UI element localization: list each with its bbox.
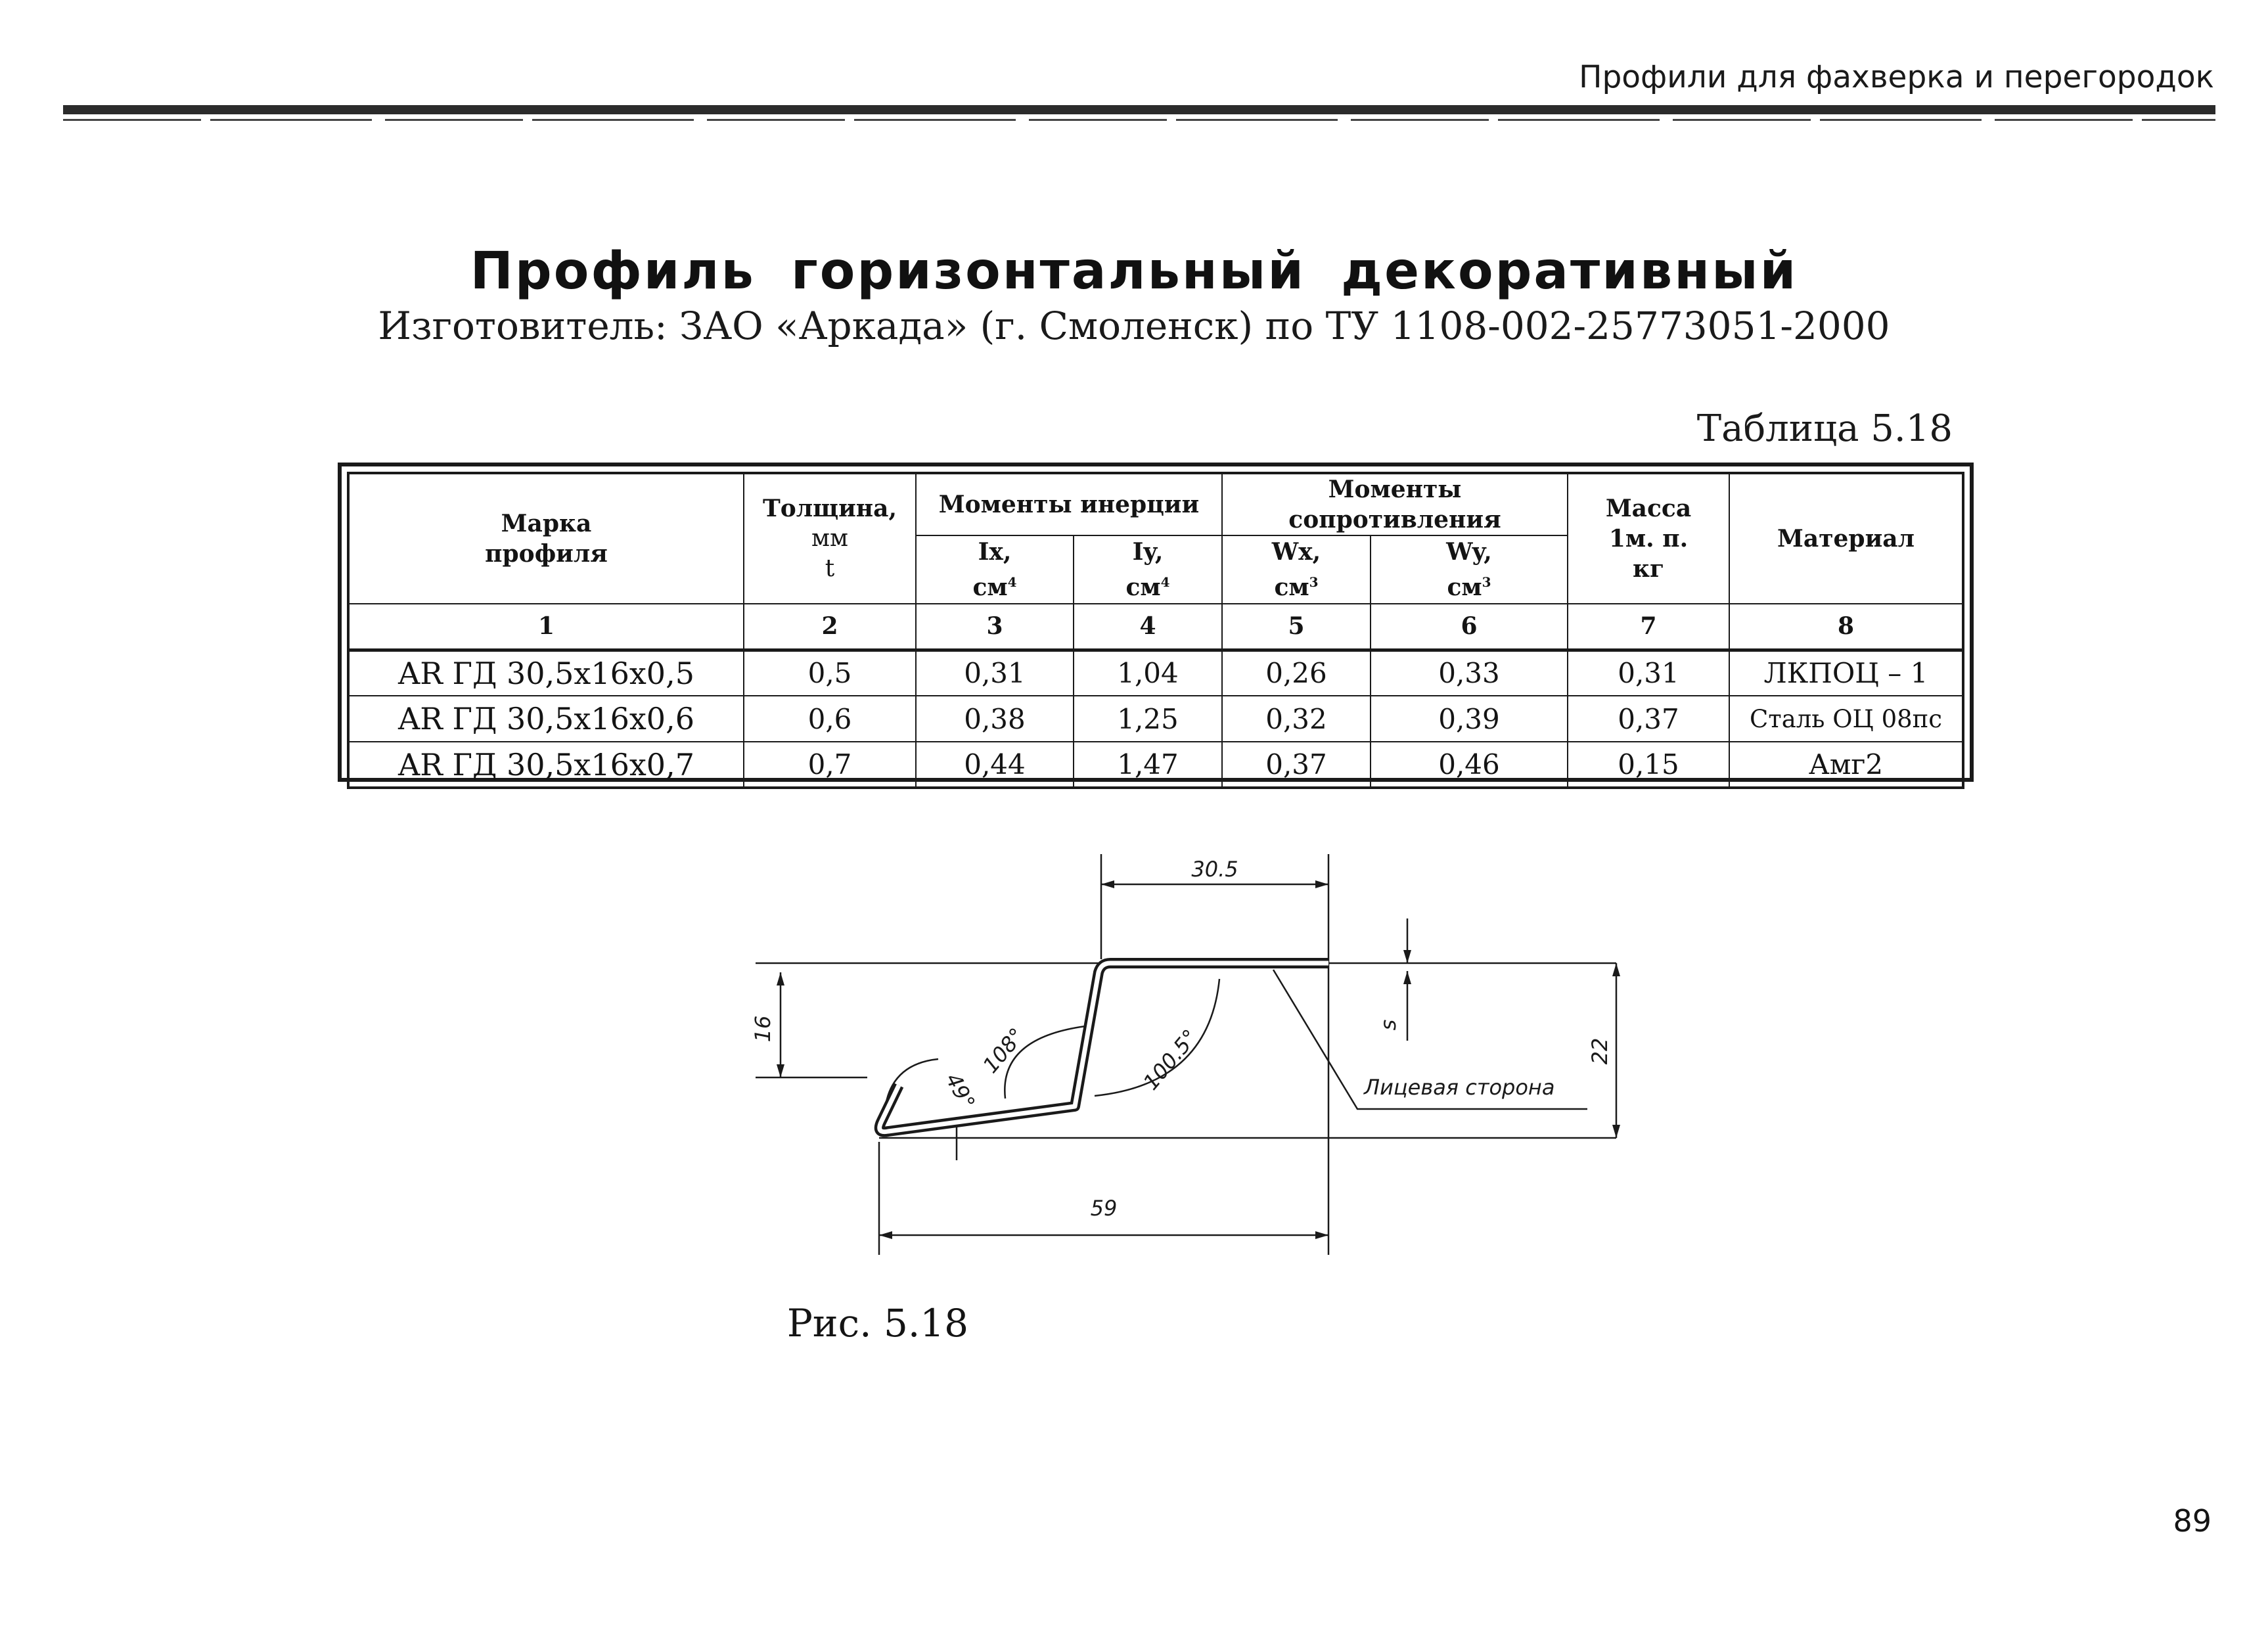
cell-thickness: 0,5 — [744, 650, 916, 696]
angle-label-100-5: 100.5° — [1138, 1024, 1203, 1095]
cell-wx: 0,37 — [1222, 742, 1371, 788]
arrow-head — [777, 972, 784, 985]
table-row — [348, 650, 1963, 696]
face-label: Лицевая сторона — [1364, 1075, 1555, 1100]
profile-drawing — [723, 848, 1656, 1268]
properties-table — [347, 472, 1964, 789]
table-row — [348, 742, 1963, 788]
figure-caption: Рис. 5.18 — [786, 1301, 969, 1346]
table-frame — [338, 463, 1974, 782]
column-number: 8 — [1729, 604, 1963, 650]
cell-mass: 0,31 — [1568, 650, 1729, 696]
cell-wx: 0,32 — [1222, 696, 1371, 742]
cell-mass: 0,15 — [1568, 742, 1729, 788]
arrow-head — [879, 1231, 892, 1239]
column-number: 3 — [916, 604, 1074, 650]
header-rule-thin — [63, 119, 2215, 121]
column-number: 6 — [1371, 604, 1568, 650]
cell-wx: 0,26 — [1222, 650, 1371, 696]
arrow-head — [1612, 963, 1620, 976]
cell-mass: 0,37 — [1568, 696, 1729, 742]
dim-label-s: s — [1376, 1019, 1401, 1031]
page-subtitle: Изготовитель: ЗАО «Аркада» (г. Смоленск) по ТУ 1108-002-25773051-2000 — [378, 304, 1890, 348]
header-wy: Wy, $см^3$ — [1371, 535, 1568, 604]
column-number: 7 — [1568, 604, 1729, 650]
table-row — [348, 696, 1963, 742]
header-inertia-group: Моменты инерции — [916, 473, 1222, 535]
header-iy: Iy, $см^4$ — [1074, 535, 1222, 604]
column-number: 4 — [1074, 604, 1222, 650]
cell-ix: 0,44 — [916, 742, 1074, 788]
cell-thickness: 0,6 — [744, 696, 916, 742]
cell-wy: 0,39 — [1371, 696, 1568, 742]
header-wx: Wx, $см^3$ — [1222, 535, 1371, 604]
dim-label-16: 16 — [750, 1015, 775, 1043]
dim-label-59: 59 — [1090, 1196, 1118, 1221]
cell-mark: AR ГД 30,5x16x0,7 — [348, 742, 744, 788]
arrow-head — [1612, 1125, 1620, 1138]
profile-outline — [880, 963, 1328, 1132]
cell-iy: 1,47 — [1074, 742, 1222, 788]
header-rule — [63, 105, 2215, 114]
cell-material: Сталь ОЦ 08пс — [1729, 696, 1963, 742]
cell-wy: 0,33 — [1371, 650, 1568, 696]
cell-material: Амг2 — [1729, 742, 1963, 788]
header-mark: Марка профиля — [348, 473, 744, 604]
angle-label-49: 49° — [940, 1068, 980, 1114]
page-number: 89 — [2173, 1503, 2211, 1539]
running-title: Профили для фахверка и перегородок — [1579, 59, 2214, 95]
table-caption: Таблица 5.18 — [1696, 407, 1953, 450]
cell-iy: 1,25 — [1074, 696, 1222, 742]
arrow-head — [777, 1064, 784, 1077]
profile-sheet — [880, 963, 1328, 1132]
header-thickness: Толщина, мм t — [744, 473, 916, 604]
column-number: 5 — [1222, 604, 1371, 650]
arrow-head — [1315, 880, 1328, 888]
cell-mark: AR ГД 30,5x16x0,5 — [348, 650, 744, 696]
cell-thickness: 0,7 — [744, 742, 916, 788]
cell-wy: 0,46 — [1371, 742, 1568, 788]
column-number: 2 — [744, 604, 916, 650]
column-number: 1 — [348, 604, 744, 650]
cell-mark: AR ГД 30,5x16x0,6 — [348, 696, 744, 742]
cell-material: ЛКПОЦ – 1 — [1729, 650, 1963, 696]
arrow-head — [1403, 971, 1411, 984]
profile-sheet-inner — [880, 963, 1328, 1132]
arrow-head — [1101, 880, 1114, 888]
cell-ix: 0,31 — [916, 650, 1074, 696]
arrow-head — [1315, 1231, 1328, 1239]
header-ix: Ix, $см^4$ — [916, 535, 1074, 604]
header-material: Материал — [1729, 473, 1963, 604]
column-number-row — [348, 604, 1963, 650]
header-mass: Масса 1м. п. кг — [1568, 473, 1729, 604]
dim-label-22: 22 — [1587, 1037, 1612, 1065]
header-resistance-group: Моменты сопротивления — [1222, 473, 1568, 535]
dim-label-30-5: 30.5 — [1191, 857, 1238, 882]
cell-ix: 0,38 — [916, 696, 1074, 742]
arrow-head — [1403, 950, 1411, 963]
page-title: Профиль горизонтальный декоративный — [470, 242, 1798, 301]
dimension-arrows — [777, 880, 1620, 1239]
angle-label-108: 108° — [978, 1023, 1030, 1078]
cell-iy: 1,04 — [1074, 650, 1222, 696]
